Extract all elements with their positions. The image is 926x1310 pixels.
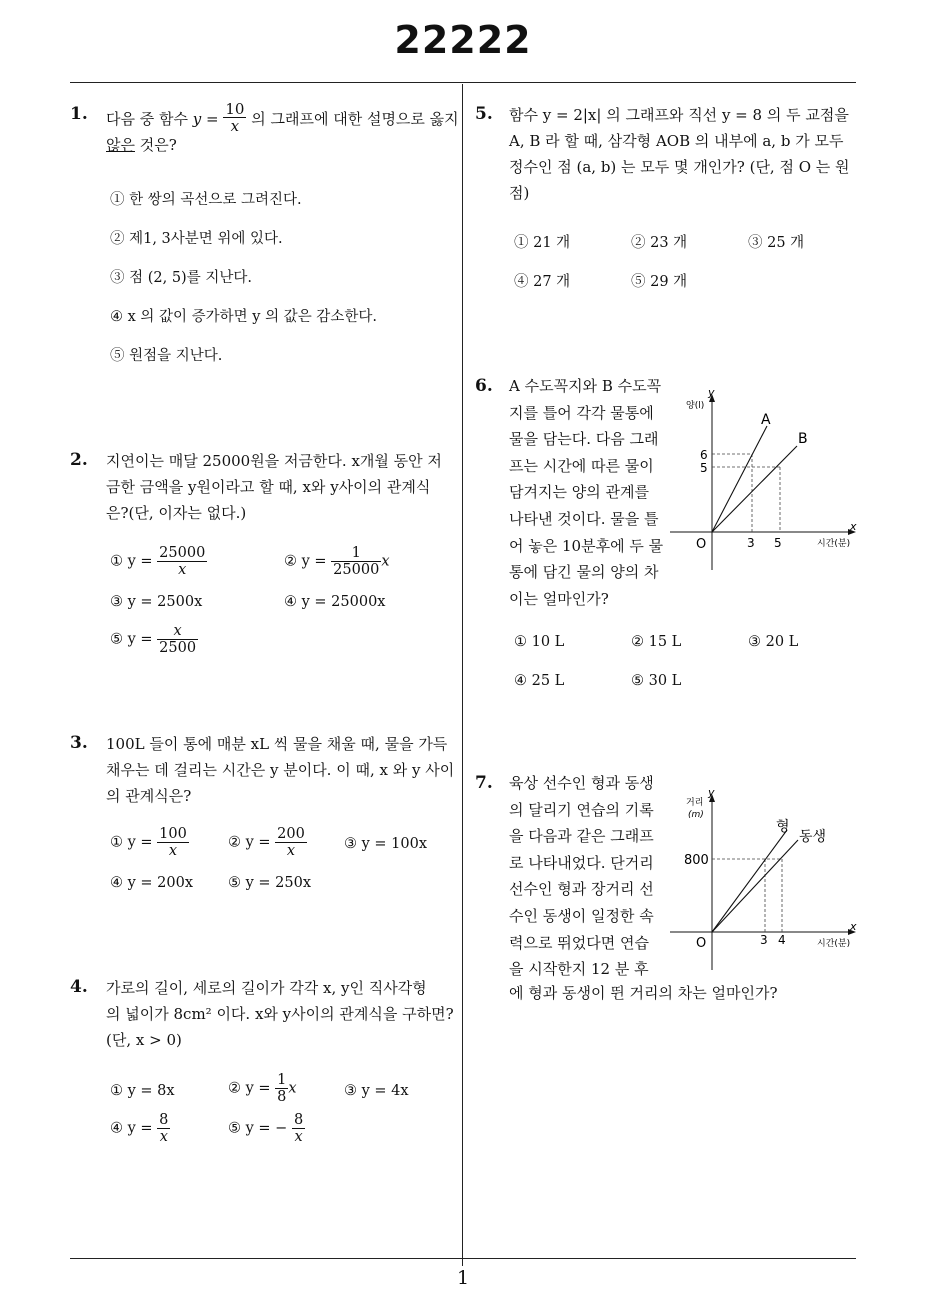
option-1[interactable]: ① 한 쌍의 곡선으로 그려진다. — [110, 192, 302, 208]
fraction: $\frac{1}{8}$ — [277, 1072, 287, 1105]
option-2[interactable]: ② y = $\frac{200}{x}$ — [228, 826, 305, 859]
y-axis-letter: y — [708, 386, 715, 399]
question-text-line1: 100L 들이 통에 매분 xL 씩 물을 채울 때, 물을 가득 — [106, 735, 448, 753]
option-1[interactable]: ① 21 개 — [514, 235, 571, 251]
origin-label: O — [696, 936, 707, 951]
option-5[interactable]: ⑤ y = 250x — [228, 875, 312, 891]
line-younger-label: 동생 — [799, 829, 827, 845]
tick-y5: 5 — [700, 461, 708, 475]
y-axis-label: 양(l) — [686, 401, 705, 411]
question-text: 육상 선수인 형과 동생 의 달리기 연습의 기록 을 다음과 같은 그래프 로 나타내었다. 단거리 선수인 형과 장거리 선 수인 동생이 일정한 속 력으로 뛰었다면 연습 을 시작한지 12 분 후 — [509, 774, 654, 979]
question-text-line3: 정수인 점 (a, b) 는 모두 몇 개인가? (단, 점 O 는 원 — [509, 158, 850, 176]
option-1[interactable]: ① y = 8x — [110, 1083, 175, 1099]
question-text-line2: 금한 금액을 y원이라고 할 때, x와 y사이의 관계식 — [106, 478, 431, 496]
option-2[interactable]: ② 제1, 3사분면 위에 있다. — [110, 231, 283, 247]
option-4[interactable]: ④ 25 L — [514, 673, 565, 689]
option-3[interactable]: ③ y = 4x — [344, 1083, 409, 1099]
option-3[interactable]: ③ y = 100x — [344, 836, 428, 852]
question-text-line3: (단, x > 0) — [106, 1031, 182, 1049]
tick-x3: 3 — [747, 536, 755, 550]
option-4[interactable]: ④ y = 200x — [110, 875, 194, 891]
question-number: 6. — [475, 376, 493, 396]
option-5[interactable]: ⑤ 29 개 — [631, 274, 688, 290]
option-2[interactable]: ② 23 개 — [631, 235, 688, 251]
option-2[interactable]: ② y = $\frac{1}{25000}$ x — [284, 545, 390, 578]
question-text-line4: 점) — [509, 184, 530, 202]
question-text: A 수도꼭지와 B 수도꼭 지를 틀어 각각 물통에 물을 담는다. 다음 그래 프는 시간에 따른 물이 담겨지는 양의 관계를 나타낸 것이다. 물을 틀 어 놓은 10분후에 두 물 통에 담긴 물의 양의 차 이는 얼마인가? — [509, 377, 664, 608]
fraction: $\frac{200}{x}$ — [277, 826, 305, 859]
line-brother-label: 형 — [776, 819, 790, 835]
tick-x4: 4 — [778, 933, 786, 947]
option-5[interactable]: ⑤ y = $\frac{x}{2500}$ — [110, 623, 197, 656]
page-title: 22222 — [394, 18, 532, 62]
question-text-line2: 의 넓이가 8cm² 이다. x와 y사이의 관계식을 구하면? — [106, 1005, 454, 1023]
tick-x5: 5 — [774, 536, 782, 550]
fraction: $\frac{100}{x}$ — [159, 826, 187, 859]
origin-label: O — [696, 537, 707, 552]
tick-y6: 6 — [700, 448, 708, 462]
option-5[interactable]: ⑤ y = − $\frac{8}{x}$ — [228, 1112, 304, 1145]
option-2[interactable]: ② y = $\frac{1}{8}$ x — [228, 1072, 297, 1105]
option-4[interactable]: ④ y = 25000x — [284, 594, 386, 610]
line-a — [712, 426, 767, 532]
question-text-line2: 채우는 데 걸리는 시간은 y 분이다. 이 때, x 와 y 사이 — [106, 761, 455, 779]
line-b-label: B — [798, 431, 808, 447]
fraction: $\frac{25000}{x}$ — [159, 545, 206, 578]
running-graph — [670, 780, 860, 970]
question-number: 2. — [70, 450, 88, 470]
option-3[interactable]: ③ 25 개 — [748, 235, 805, 251]
tick-x3: 3 — [760, 933, 768, 947]
option-4[interactable]: ④ y = $\frac{8}{x}$ — [110, 1112, 169, 1145]
question-text-line3: 은?(단, 이자는 없다.) — [106, 504, 247, 522]
fraction: $\frac{10}{x}$ — [225, 99, 245, 135]
option-1[interactable]: ① y = $\frac{25000}{x}$ — [110, 545, 206, 578]
fraction: $\frac{1}{25000}$ — [333, 545, 380, 578]
footer-divider — [70, 1258, 856, 1259]
option-4[interactable]: ④ x 의 값이 증가하면 y 의 값은 감소한다. — [110, 309, 377, 325]
y-axis-letter: y — [708, 786, 715, 799]
line-younger — [712, 840, 798, 932]
x-axis-letter: x — [850, 920, 857, 933]
x-axis-letter: x — [850, 520, 857, 533]
question-text: 다음 중 함수 y = $\frac{10}{x}$ 의 그래프에 대한 설명으로 옳지 — [106, 99, 459, 135]
line-a-label: A — [761, 412, 771, 428]
y-axis-label-1: 거리 — [686, 798, 704, 808]
question-text-line2: A, B 라 할 때, 삼각형 AOB 의 내부에 a, b 가 모두 — [509, 132, 844, 150]
question-text-line1: 가로의 길이, 세로의 길이가 각각 x, y인 직사각형 — [106, 979, 427, 997]
question-text-last: 에 형과 동생이 뛴 거리의 차는 얼마인가? — [509, 984, 778, 1002]
question-number: 4. — [70, 977, 88, 997]
option-4[interactable]: ④ 27 개 — [514, 274, 571, 290]
option-5[interactable]: ⑤ 원점을 지난다. — [110, 348, 223, 364]
line-brother — [712, 830, 787, 932]
question-text-line1: 지연이는 매달 25000원을 저금한다. x개월 동안 저 — [106, 452, 442, 470]
question-text-line1: 함수 y = 2|x| 의 그래프와 직선 y = 8 의 두 교점을 — [509, 106, 849, 124]
option-5[interactable]: ⑤ 30 L — [631, 673, 682, 689]
header-divider — [70, 82, 856, 83]
option-1[interactable]: ① 10 L — [514, 634, 565, 650]
option-1[interactable]: ① y = $\frac{100}{x}$ — [110, 826, 187, 859]
y-axis-label-2: (m) — [688, 810, 704, 820]
fraction: $\frac{8}{x}$ — [293, 1112, 304, 1145]
question-text-line3: 의 관계식은? — [106, 787, 192, 805]
fraction: $\frac{8}{x}$ — [159, 1112, 169, 1145]
fraction: $\frac{x}{2500}$ — [159, 623, 197, 656]
page-number: 1 — [456, 1267, 470, 1289]
tick-y800: 800 — [684, 853, 709, 868]
question-number: 5. — [475, 104, 493, 124]
question-number: 3. — [70, 733, 88, 753]
option-2[interactable]: ② 15 L — [631, 634, 682, 650]
question-number: 1. — [70, 104, 88, 124]
option-3[interactable]: ③ 20 L — [748, 634, 799, 650]
option-3[interactable]: ③ 점 (2, 5)를 지난다. — [110, 270, 252, 286]
column-divider — [462, 84, 463, 1266]
option-3[interactable]: ③ y = 2500x — [110, 594, 203, 610]
x-axis-label: 시간(분) — [817, 539, 851, 549]
water-graph — [670, 380, 860, 570]
question-number: 7. — [475, 773, 493, 793]
x-axis-label: 시간(분) — [817, 939, 851, 949]
question-text-line2: 않은 것은? — [106, 136, 177, 154]
line-b — [712, 446, 797, 532]
